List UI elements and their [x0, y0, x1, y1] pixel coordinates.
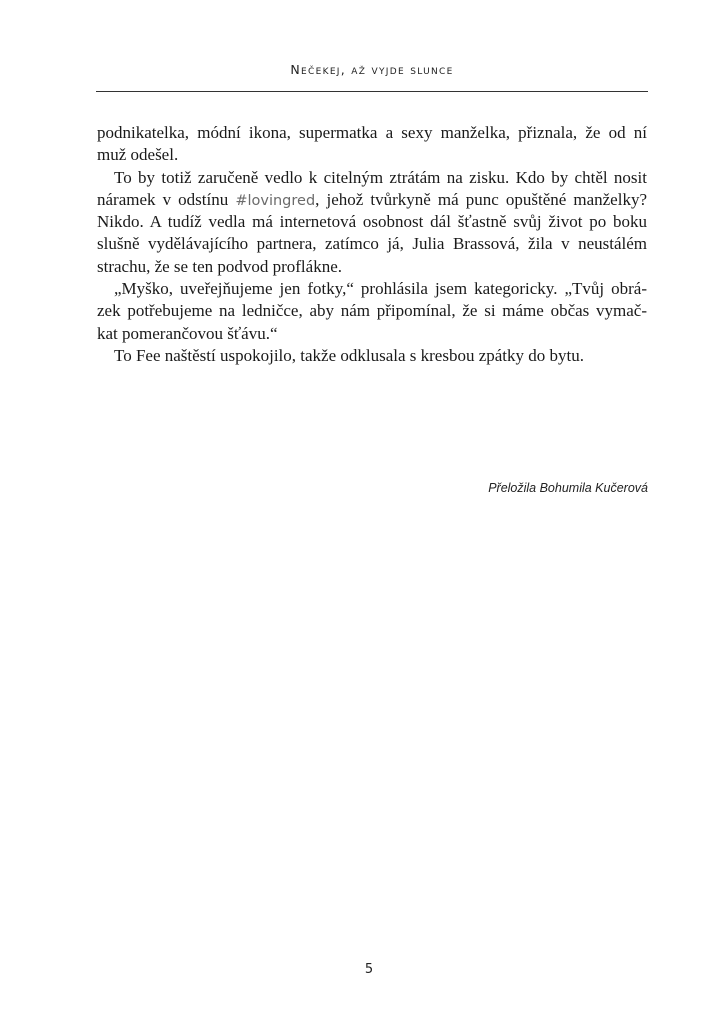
text-line-4-post: , jehož tvůrkyně má punc opuštěné manželky? — [315, 189, 647, 209]
text-line-10: kat pomerančovou šťávu.“ — [97, 323, 278, 343]
text-line-2: muž odešel. — [97, 145, 179, 165]
text-line-9: zek potřebujeme na ledničce, aby nám připomínal, že si máme občas vymač- — [97, 301, 647, 321]
running-head-title: Nečekej, až vyjde slunce — [290, 62, 454, 77]
body-text — [97, 122, 647, 367]
text-line-3: To by totiž zaručeně vedlo k citelným ztrátám na zisku. Kdo by chtěl nosit — [114, 167, 647, 187]
header-rule — [96, 91, 648, 92]
text-line-5: Nikdo. A tudíž vedla má internetová osobnost dál šťastně svůj život po boku — [97, 212, 647, 232]
text-line-6: slušně vydělávajícího partnera, zatímco já, Julia Brassová, žila v neustálém — [97, 234, 647, 254]
page-number: 5 — [364, 962, 374, 977]
text-line-1: podnikatelka, módní ikona, supermatka a sexy manželka, přiznala, že od ní — [97, 123, 647, 142]
text-line-11: To Fee naštěstí uspokojilo, takže odklusala s kresbou zpátky do bytu. — [114, 345, 585, 365]
text-line-7: strachu, že se ten podvod proflákne. — [97, 256, 342, 276]
translator-credit: Přeložila Bohumila Kučerová — [488, 481, 648, 495]
text-line-4-pre: náramek v odstínu — [97, 189, 236, 209]
text-line-8: „Myško, uveřejňujeme jen fotky,“ prohlásila jsem kategoricky. „Tvůj obrá- — [114, 279, 647, 299]
hashtag-lovingred: #lovingred — [235, 192, 316, 209]
text-line-4 — [97, 189, 647, 211]
